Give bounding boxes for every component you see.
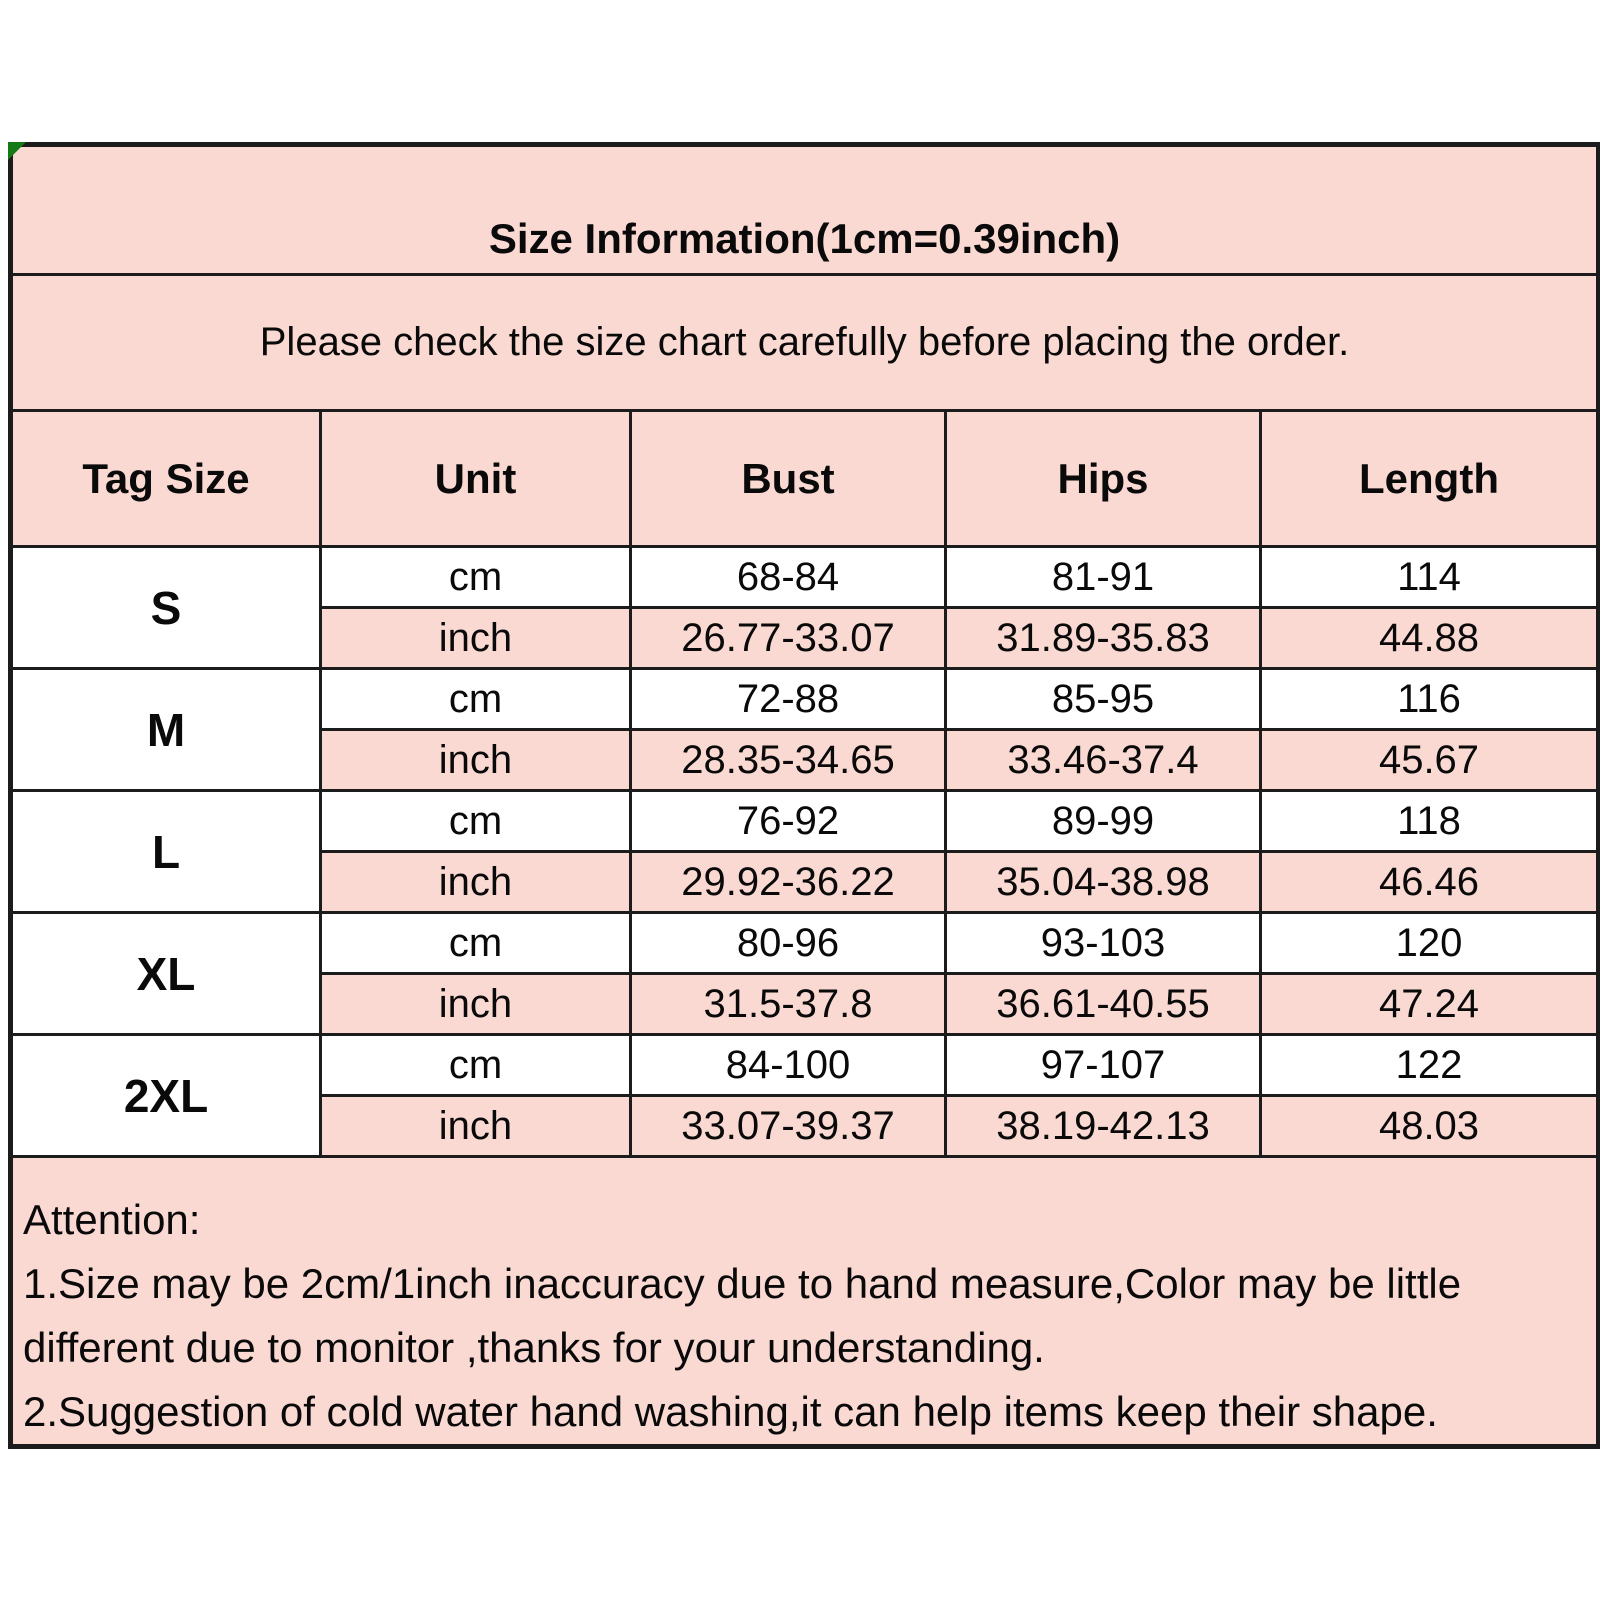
table-cell: 93-103: [946, 913, 1261, 974]
size-row-m-cm: [11, 669, 1599, 730]
column-header-bust: Bust: [631, 411, 946, 547]
table-cell: 48.03: [1261, 1096, 1599, 1157]
column-header-hips: Hips: [946, 411, 1261, 547]
table-cell: 97-107: [946, 1035, 1261, 1096]
size-row-l-cm: [11, 791, 1599, 852]
unit-cell: cm: [321, 791, 631, 852]
size-table: [8, 142, 1600, 1449]
table-cell: 35.04-38.98: [946, 852, 1261, 913]
tag-cell-m: M: [11, 669, 321, 791]
table-cell: 33.46-37.4: [946, 730, 1261, 791]
unit-cell: inch: [321, 1096, 631, 1157]
table-cell: 31.5-37.8: [631, 974, 946, 1035]
size-row-2xl-cm: [11, 1035, 1599, 1096]
table-cell: 36.61-40.55: [946, 974, 1261, 1035]
size-chart-sheet: [8, 142, 1596, 1448]
table-cell: 72-88: [631, 669, 946, 730]
unit-cell: cm: [321, 547, 631, 608]
table-cell: 46.46: [1261, 852, 1599, 913]
column-header-length: Length: [1261, 411, 1599, 547]
tag-cell-l: L: [11, 791, 321, 913]
unit-cell: inch: [321, 852, 631, 913]
table-header-row: [11, 411, 1599, 547]
table-cell: 85-95: [946, 669, 1261, 730]
table-cell: 38.19-42.13: [946, 1096, 1261, 1157]
table-cell: 118: [1261, 791, 1599, 852]
tag-cell-xl: XL: [11, 913, 321, 1035]
table-cell: 76-92: [631, 791, 946, 852]
column-header-tag-size: Tag Size: [11, 411, 321, 547]
attention-block: [11, 1157, 1599, 1447]
table-cell: 81-91: [946, 547, 1261, 608]
unit-cell: inch: [321, 974, 631, 1035]
table-cell: 26.77-33.07: [631, 608, 946, 669]
table-note-row: [11, 275, 1599, 411]
column-header-unit: Unit: [321, 411, 631, 547]
table-cell: 28.35-34.65: [631, 730, 946, 791]
table-title-row: [11, 145, 1599, 275]
unit-cell: inch: [321, 608, 631, 669]
attention-heading: Attention:: [23, 1196, 201, 1243]
tag-cell-2xl: 2XL: [11, 1035, 321, 1157]
table-cell: 80-96: [631, 913, 946, 974]
unit-cell: cm: [321, 913, 631, 974]
attention-note-1: 1.Size may be 2cm/1inch inaccuracy due to hand measure,Color may be little different due to monitor ,thanks for your understanding.: [23, 1260, 1462, 1371]
size-row-xl-cm: [11, 913, 1599, 974]
tag-cell-s: S: [11, 547, 321, 669]
size-row-s-cm: [11, 547, 1599, 608]
attention-row: [11, 1157, 1599, 1447]
table-cell: 29.92-36.22: [631, 852, 946, 913]
table-cell: 84-100: [631, 1035, 946, 1096]
unit-cell: inch: [321, 730, 631, 791]
corner-marker-triangle: [8, 142, 26, 160]
unit-cell: cm: [321, 669, 631, 730]
table-cell: 122: [1261, 1035, 1599, 1096]
table-cell: 47.24: [1261, 974, 1599, 1035]
unit-cell: cm: [321, 1035, 631, 1096]
table-cell: 45.67: [1261, 730, 1599, 791]
attention-note-2: 2.Suggestion of cold water hand washing,it can help items keep their shape.: [23, 1388, 1438, 1435]
table-title: Size Information(1cm=0.39inch): [11, 145, 1599, 275]
table-cell: 33.07-39.37: [631, 1096, 946, 1157]
table-cell: 120: [1261, 913, 1599, 974]
table-cell: 31.89-35.83: [946, 608, 1261, 669]
table-note: Please check the size chart carefully before placing the order.: [11, 275, 1599, 411]
table-cell: 114: [1261, 547, 1599, 608]
table-cell: 44.88: [1261, 608, 1599, 669]
table-cell: 116: [1261, 669, 1599, 730]
table-cell: 89-99: [946, 791, 1261, 852]
table-cell: 68-84: [631, 547, 946, 608]
